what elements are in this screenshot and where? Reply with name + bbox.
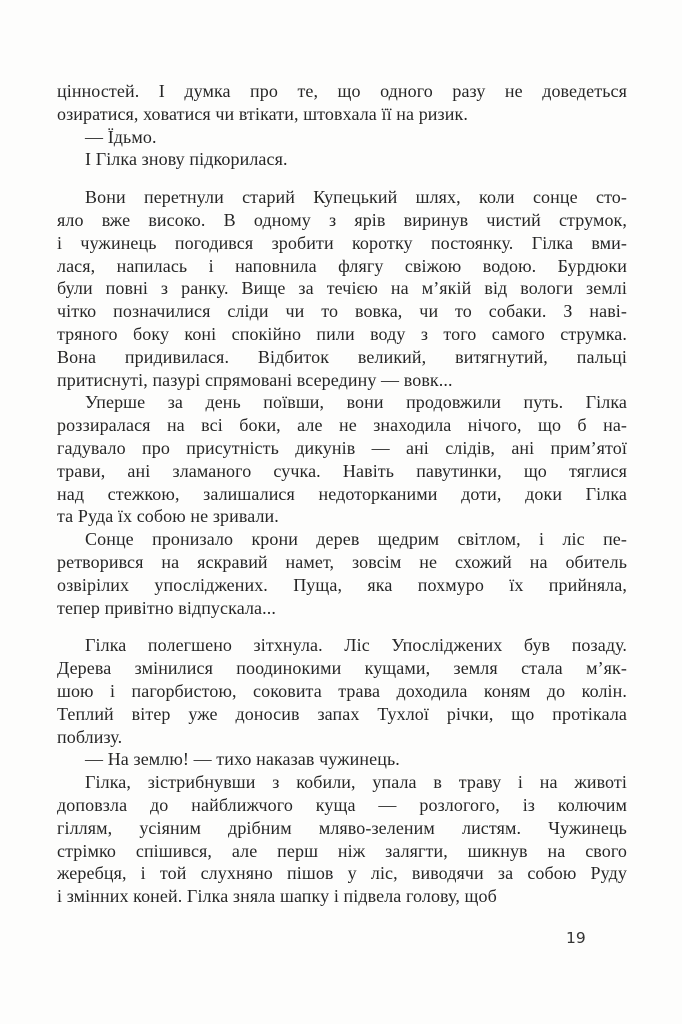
paragraph	[57, 186, 627, 391]
text-line: тряного боку коні спокійно пили воду з того самого струмка.	[57, 323, 627, 344]
text-line: І Гілка знову підкорилася.	[85, 149, 288, 170]
text-line: трави, ані зламаного сучка. Навіть павутинки, що тяглися	[57, 460, 627, 481]
paragraph	[57, 528, 627, 619]
page-number: 19	[566, 929, 586, 947]
text-line: доповзла до найближчого куща — розлогого, із колючим	[57, 794, 627, 815]
text-line: Дерева змінилися поодинокими кущами, земля стала м’як-	[57, 658, 627, 679]
paragraph	[57, 391, 627, 528]
paragraph	[57, 771, 627, 908]
text-line: Теплий вітер уже доносив запах Тухлої річки, що протікала	[57, 703, 627, 724]
text-line: цінностей. І думка про те, що одного разу не доведеться	[57, 81, 627, 101]
text-line: озиратися, ховатися чи втікати, штовхала її на ризик.	[57, 103, 468, 124]
text-line: чітко позначилися сліди чи то вовка, чи то собаки. З наві-	[57, 301, 627, 322]
text-line: Гілка, зістрибнувши з кобили, упала в траву і на животі	[85, 772, 627, 793]
text-line: і змінних коней. Гілка зняла шапку і підвела голову, щоб	[57, 886, 497, 907]
text-line: Вони перетнули старий Купецький шлях, коли сонце сто-	[85, 187, 627, 208]
text-line: Уперше за день поївши, вони продовжили путь. Гілка	[85, 392, 627, 413]
body-text	[57, 80, 627, 908]
text-line: притиснуті, пазурі спрямовані всередину — вовк...	[57, 369, 453, 390]
text-line: поблизу.	[57, 726, 123, 747]
text-line: шою і пагорбистою, соковита трава доходила коням до колін.	[57, 680, 627, 701]
text-line: — На землю! — тихо наказав чужинець.	[85, 749, 400, 770]
text-line: лася, напилась і наповнила флягу свіжою водою. Бурдюки	[57, 255, 627, 276]
text-line: роззиралася на всі боки, але не знаходила нічого, що б на-	[57, 415, 627, 436]
text-line: Сонце пронизало крони дерев щедрим світлом, і ліс пе-	[85, 529, 627, 550]
text-line: і чужинець погодився зробити коротку постоянку. Гілка вми-	[57, 232, 627, 253]
text-line: яло вже високо. В одному з ярів виринув чистий струмок,	[57, 209, 627, 230]
text-line: Гілка полегшено зітхнула. Ліс Упосліджених був позаду.	[85, 635, 627, 656]
text-line: над стежкою, залишалися недоторканими доти, доки Гілка	[57, 483, 627, 504]
text-line: були повні з ранку. Вище за течією на м’якій від вологи землі	[57, 278, 627, 299]
text-line: гіллям, усіяним дрібним мляво-зеленим листям. Чужинець	[57, 817, 627, 838]
text-line: ретворився на яскравий намет, зовсім не схожий на обитель	[57, 551, 627, 572]
text-line: тепер привітно відпускала...	[57, 597, 276, 618]
text-line: стрімко спішився, але перш ніж залягти, шикнув на свого	[57, 840, 627, 861]
paragraph	[57, 126, 627, 149]
paragraph	[57, 80, 627, 126]
paragraph	[57, 634, 627, 748]
text-line: жеребця, і той слухняно пішов у ліс, виводячи за собою Руду	[57, 863, 627, 884]
text-line: — Їдьмо.	[85, 126, 157, 147]
paragraph	[57, 148, 627, 171]
text-line: та Руда їх собою не зривали.	[57, 506, 279, 527]
text-line: озвірілих упосліджених. Пуща, яка похмуро їх прийняла,	[57, 574, 627, 595]
paragraph	[57, 748, 627, 771]
text-line: гадувало про присутність дикунів — ані слідів, ані прим’ятої	[57, 437, 627, 458]
text-line: Вона придивилася. Відбиток великий, витягнутий, пальці	[57, 346, 627, 367]
